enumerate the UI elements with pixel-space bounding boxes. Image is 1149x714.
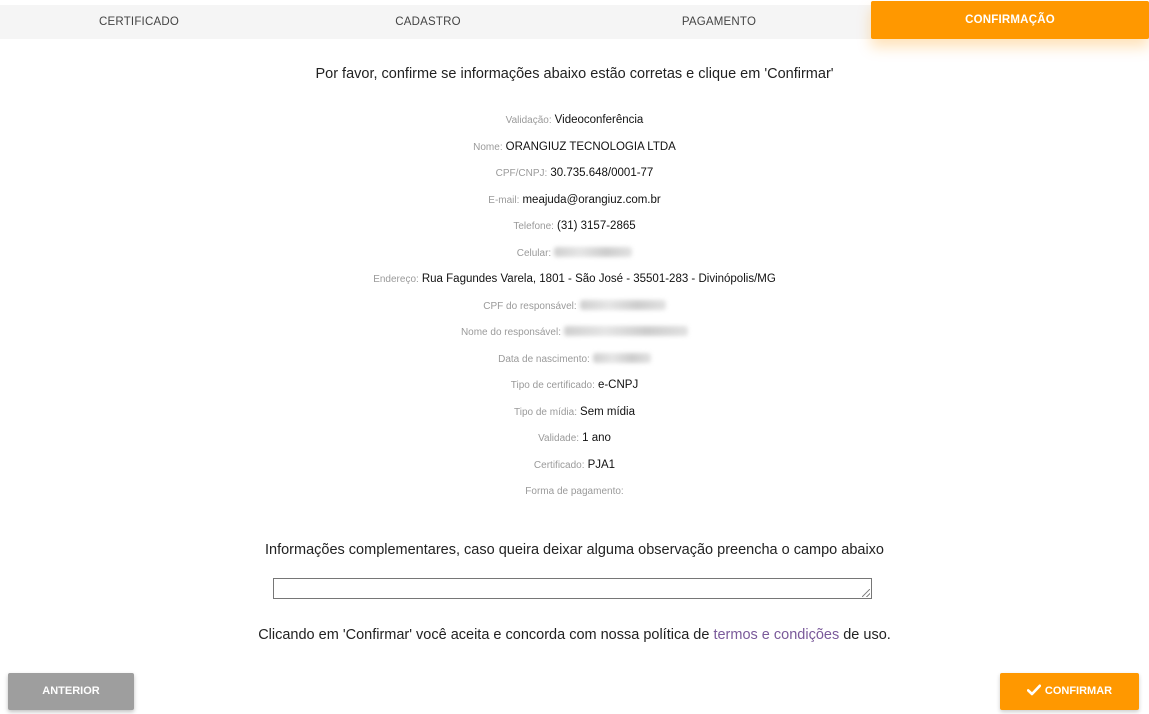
- resize-grip-icon[interactable]: [862, 589, 870, 597]
- field-label: Endereço:: [373, 274, 419, 285]
- summary-row-tipo-midia: [0, 404, 1149, 431]
- field-value: 1 ano: [582, 432, 611, 444]
- field-label: CPF do responsável:: [483, 300, 577, 312]
- summary-row-data-nascimento: [0, 351, 1149, 378]
- field-label: Forma de pagamento:: [525, 486, 624, 497]
- field-label: Validade:: [538, 433, 580, 444]
- field-label: E-mail:: [488, 194, 520, 206]
- field-value: ORANGIUZ TECNOLOGIA LTDA: [505, 140, 676, 153]
- field-value: (31) 3157-2865: [557, 220, 636, 232]
- field-label: Data de nascimento:: [498, 353, 590, 365]
- field-value: PJA1: [587, 458, 616, 471]
- summary-row-telefone: [0, 218, 1149, 245]
- field-label: Certificado:: [533, 459, 585, 471]
- step-confirmacao-active[interactable]: CONFIRMAÇÃO: [871, 1, 1149, 39]
- summary-row-cpf-cnpj: [0, 165, 1149, 192]
- field-label: Telefone:: [513, 221, 554, 232]
- field-value: Rua Fagundes Varela, 1801 - São José - 35501-283 - Divinópolis/MG: [421, 273, 776, 285]
- summary-row-validacao: [0, 112, 1149, 139]
- previous-button[interactable]: [8, 673, 134, 710]
- terms-notice: [0, 627, 1149, 643]
- confirm-button-label: CONFIRMAR: [1044, 685, 1113, 697]
- field-label: CPF/CNPJ:: [495, 168, 548, 179]
- complement-heading: Informações complementares, caso queira deixar alguma observação preencha o campo abaixo: [264, 542, 884, 558]
- field-label: Nome:: [473, 141, 503, 153]
- summary-row-certificado: [0, 457, 1149, 484]
- summary-row-cpf-responsavel: [0, 298, 1149, 325]
- field-value: Videoconferência: [554, 114, 644, 126]
- summary-row-forma-pagamento: [0, 483, 1149, 510]
- redacted-value: [564, 326, 688, 336]
- field-value: meajuda@orangiuz.com.br: [522, 193, 661, 206]
- field-label: Validação:: [505, 115, 552, 126]
- redacted-value: [580, 300, 666, 310]
- summary-row-nome-responsavel: [0, 324, 1149, 351]
- redacted-value: [554, 247, 632, 257]
- complement-textarea[interactable]: [273, 578, 872, 599]
- redacted-value: [593, 353, 651, 363]
- summary-row-endereco: [0, 271, 1149, 298]
- summary-row-tipo-certificado: [0, 377, 1149, 404]
- confirmation-instructions: Por favor, confirme se informações abaixo estão corretas e clique em 'Confirmar': [315, 66, 834, 82]
- summary-row-validade: [0, 430, 1149, 457]
- field-label: Nome do responsável:: [460, 327, 561, 338]
- check-icon: [1027, 684, 1041, 696]
- field-value: 30.735.648/0001-77: [550, 167, 654, 179]
- step-certificado[interactable]: CERTIFICADO: [99, 16, 179, 28]
- terms-text-after: de uso.: [839, 627, 891, 643]
- field-value: e-CNPJ: [597, 379, 639, 391]
- summary-row-email: [0, 192, 1149, 219]
- field-label: Tipo de mídia:: [513, 406, 577, 418]
- summary-row-celular: [0, 245, 1149, 272]
- previous-button-label: ANTERIOR: [42, 685, 100, 697]
- summary-row-nome: [0, 139, 1149, 166]
- summary-list: [0, 112, 1149, 510]
- field-label: Tipo de certificado:: [510, 380, 595, 391]
- terms-link[interactable]: termos e condições: [713, 627, 840, 643]
- step-pagamento[interactable]: PAGAMENTO: [681, 16, 757, 28]
- field-value: Sem mídia: [580, 405, 636, 418]
- field-label: Celular:: [516, 247, 552, 259]
- checkout-steps: [0, 5, 1149, 39]
- terms-text-before: Clicando em 'Confirmar' você aceita e concorda com nossa política de: [258, 627, 714, 643]
- confirm-button[interactable]: [1000, 673, 1139, 710]
- step-cadastro[interactable]: CADASTRO: [395, 16, 461, 28]
